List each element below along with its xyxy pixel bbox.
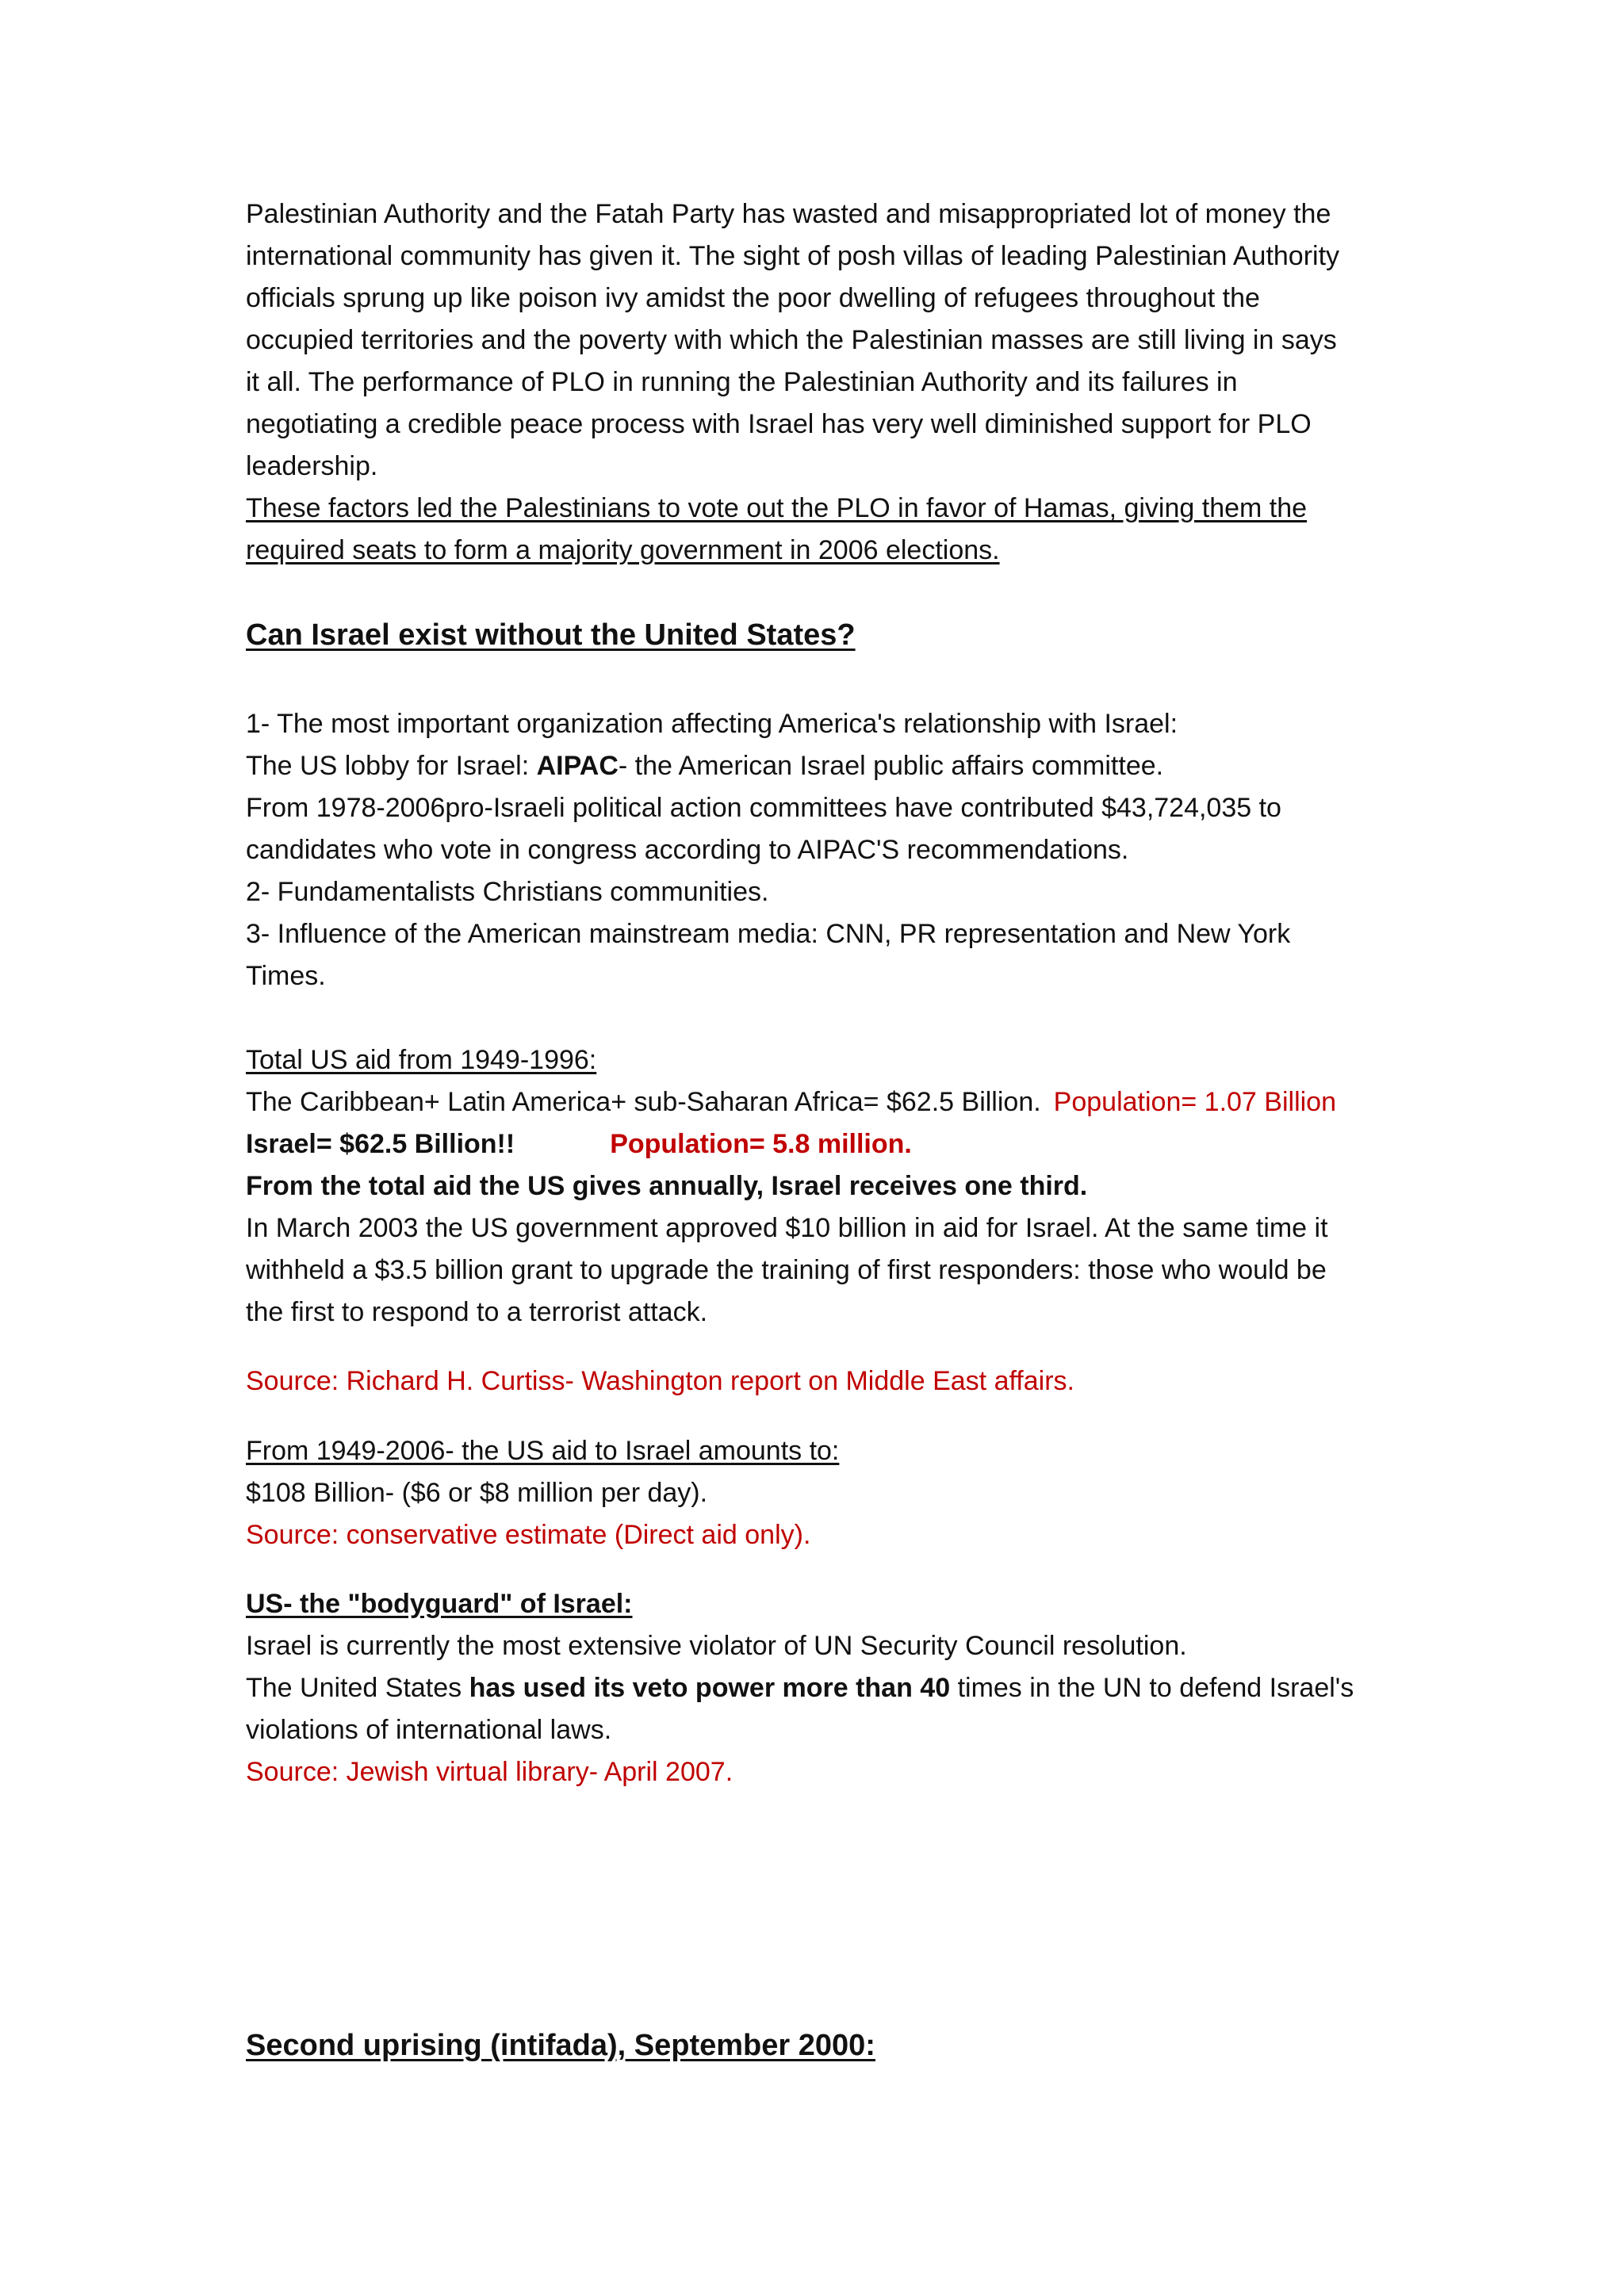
veto-suffix: times in the UN to defend Israel's xyxy=(950,1673,1354,1703)
israel-aid: Israel= $62.5 Billion!! xyxy=(246,1129,515,1159)
march-line-2: withheld a $3.5 billion grant to upgrade the training of first responders: those who would be xyxy=(246,1255,1327,1285)
aipac-bold: AIPAC xyxy=(536,751,619,781)
caribbean-aid: The Caribbean+ Latin America+ sub-Saharan Africa= $62.5 Billion. xyxy=(246,1087,1041,1117)
list-item-3-line-1: 3- Influence of the American mainstream media: CNN, PR representation and New York xyxy=(246,919,1291,949)
veto-line-2: violations of international laws. xyxy=(246,1715,612,1745)
one-third-line: From the total aid the US gives annually, Israel receives one third. xyxy=(246,1171,1088,1201)
israel-population: Population= 5.8 million. xyxy=(610,1129,912,1159)
lobby-line xyxy=(246,745,1163,787)
israel-line xyxy=(246,1123,912,1165)
veto-bold: has used its veto power more than 40 xyxy=(469,1673,951,1703)
list-item-1: 1- The most important organization affecting America's relationship with Israel: xyxy=(246,709,1178,739)
bodyguard-title: US- the "bodyguard" of Israel: xyxy=(246,1589,633,1619)
aid-total-title: Total US aid from 1949-1996: xyxy=(246,1045,597,1075)
source-jewish-library: Source: Jewish virtual library- April 2007. xyxy=(246,1757,733,1787)
pac-line-2: candidates who vote in congress according to AIPAC'S recommendations. xyxy=(246,835,1129,865)
march-line-3: the first to respond to a terrorist attack. xyxy=(246,1297,708,1327)
source-conservative: Source: conservative estimate (Direct aid only). xyxy=(246,1520,811,1550)
para1-line-5: it all. The performance of PLO in running the Palestinian Authority and its failures in xyxy=(246,367,1238,397)
list-item-3-line-2: Times. xyxy=(246,961,326,991)
source-curtiss: Source: Richard H. Curtiss- Washington report on Middle East affairs. xyxy=(246,1366,1074,1396)
lobby-suffix: - the American Israel public affairs committee. xyxy=(618,751,1164,781)
para1-line-2: international community has given it. The sight of posh villas of leading Palestinian Authority xyxy=(246,241,1340,271)
section-heading-intifada: Second uprising (intifada), September 2000: xyxy=(246,2029,875,2062)
para1-line-7: leadership. xyxy=(246,451,378,481)
aid-2006-amount: $108 Billion- ($6 or $8 million per day). xyxy=(246,1478,708,1508)
caribbean-line xyxy=(246,1081,1336,1123)
violator-line: Israel is currently the most extensive violator of UN Security Council resolution. xyxy=(246,1631,1187,1661)
para1-line-1: Palestinian Authority and the Fatah Party has wasted and misappropriated lot of money the xyxy=(246,199,1331,229)
para1-underlined-line-1: These factors led the Palestinians to vote out the PLO in favor of Hamas, giving them the xyxy=(246,493,1308,523)
lobby-prefix: The US lobby for Israel: xyxy=(246,751,537,781)
list-item-2: 2- Fundamentalists Christians communities. xyxy=(246,877,769,907)
para1-line-4: occupied territories and the poverty with which the Palestinian masses are still living in says xyxy=(246,325,1337,355)
para1-line-3: officials sprung up like poison ivy amidst the poor dwelling of refugees throughout the xyxy=(246,283,1260,313)
section-heading-us: Can Israel exist without the United States? xyxy=(246,618,856,652)
caribbean-population: Population= 1.07 Billion xyxy=(1053,1087,1336,1117)
march-line-1: In March 2003 the US government approved $10 billion in aid for Israel. At the same time it xyxy=(246,1213,1328,1243)
para1-line-6: negotiating a credible peace process with Israel has very well diminished support for PLO xyxy=(246,409,1312,439)
pac-line-1: From 1978-2006pro-Israeli political action committees have contributed $43,724,035 to xyxy=(246,793,1281,823)
veto-prefix: The United States xyxy=(246,1673,469,1703)
aid-2006-title: From 1949-2006- the US aid to Israel amounts to: xyxy=(246,1436,840,1466)
veto-line-1 xyxy=(246,1667,1354,1709)
para1-underlined-line-2: required seats to form a majority government in 2006 elections. xyxy=(246,535,1000,565)
